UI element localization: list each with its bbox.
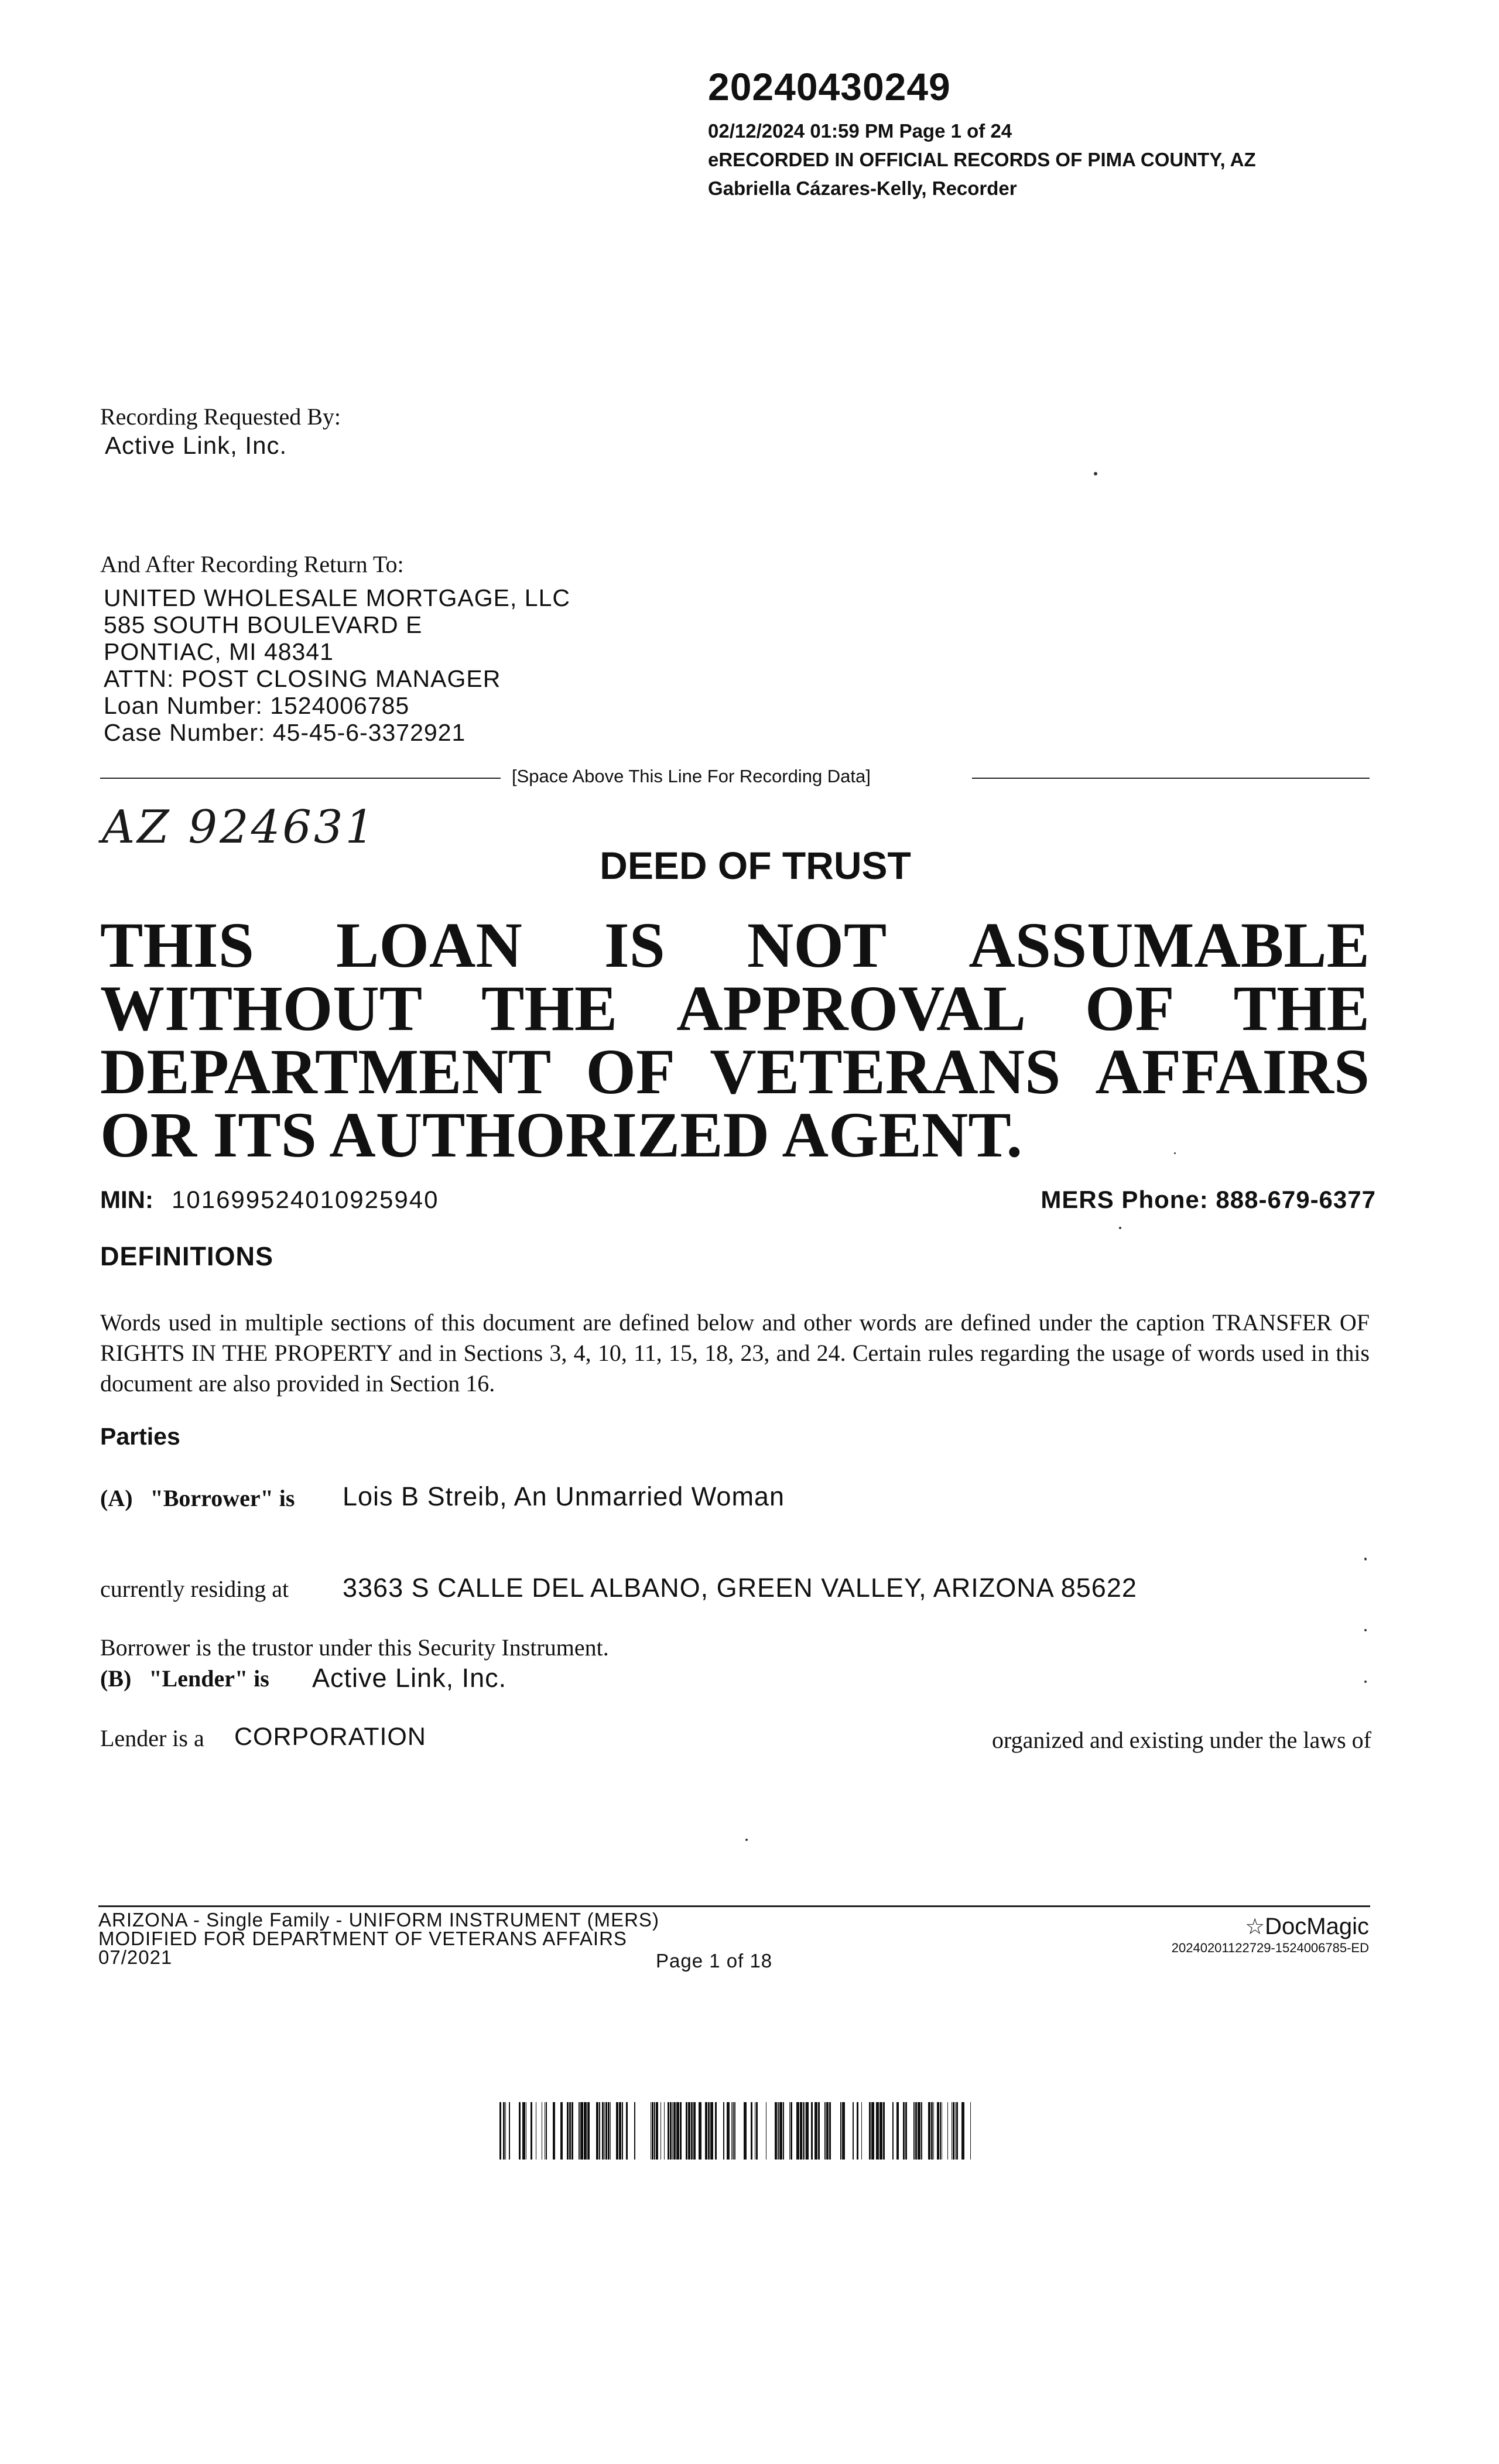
- barcode-bar: [840, 2102, 841, 2160]
- barcode-bar: [610, 2102, 611, 2160]
- min-label: MIN:: [100, 1186, 153, 1213]
- warning-line-4: [100, 1099, 1370, 1171]
- footer-form-date: 07/2021: [98, 1946, 173, 1968]
- recording-document-number: 20240430249: [708, 65, 951, 108]
- barcode-bar: [879, 2102, 882, 2160]
- barcode-bar: [842, 2102, 845, 2160]
- barcode-bar: [580, 2102, 583, 2160]
- barcode-bar: [560, 2102, 563, 2160]
- trustor-statement: Borrower is the trustor under this Security Instrument.: [100, 1634, 609, 1661]
- barcode-bar: [857, 2102, 858, 2160]
- barcode-bar: [915, 2102, 917, 2160]
- star-icon: ☆: [1245, 1915, 1265, 1939]
- recording-date-line: 02/12/2024 01:59 PM Page 1 of 24: [708, 120, 1012, 142]
- warning-word: NOT: [747, 909, 887, 981]
- lender-label: (B) "Lender" is: [100, 1665, 269, 1692]
- barcode-bar: [676, 2102, 679, 2160]
- barcode-bar: [715, 2102, 717, 2160]
- barcode-bar: [604, 2102, 605, 2160]
- barcode-bar: [778, 2102, 779, 2160]
- separator-rule-left: [100, 778, 501, 779]
- barcode-bar: [779, 2102, 782, 2160]
- borrower-name: Lois B Streib, An Unmarried Woman: [343, 1481, 785, 1511]
- barcode-bar: [871, 2102, 874, 2160]
- barcode-bar: [903, 2102, 905, 2160]
- barcode-bar: [955, 2102, 956, 2160]
- warning-line-1: [100, 909, 1370, 981]
- scan-speck: [1094, 472, 1097, 475]
- warning-word: OF: [1084, 973, 1175, 1044]
- barcode-bar: [622, 2102, 623, 2160]
- scan-speck: [1364, 1629, 1367, 1631]
- barcode-bar: [626, 2102, 628, 2160]
- return-to-label: And After Recording Return To:: [100, 551, 404, 577]
- barcode-bar: [800, 2102, 802, 2160]
- barcode-bar: [522, 2102, 525, 2160]
- barcode-bar: [571, 2102, 573, 2160]
- warning-line-3: [100, 1036, 1370, 1107]
- barcode-bar: [727, 2102, 730, 2160]
- barcode-bar: [803, 2102, 804, 2160]
- barcode-bar: [686, 2102, 687, 2160]
- barcode-bar: [673, 2102, 676, 2160]
- recording-requested-value: Active Link, Inc.: [105, 432, 288, 459]
- barcode-bar: [723, 2102, 724, 2160]
- scan-speck: [1174, 1152, 1176, 1154]
- barcode-bar: [602, 2102, 604, 2160]
- barcode-bar: [970, 2102, 971, 2160]
- barcode-bar: [861, 2102, 862, 2160]
- lender-entity-label: Lender is a: [100, 1725, 204, 1751]
- warning-word: LOAN: [336, 909, 522, 981]
- recording-office-line: eRECORDED IN OFFICIAL RECORDS OF PIMA COUNTY, AZ: [708, 149, 1256, 170]
- barcode-bar: [608, 2102, 610, 2160]
- definitions-paragraph: Words used in multiple sections of this document are defined below and other words are defined under the caption TRANSFER OF RIGHTS IN THE PROPERTY and in Sections 3, 4, 10, 11, 15, 18, 23, and 24. Certain rules regarding the usage of words used in this document are also provided in Section 16.: [100, 1309, 1370, 1397]
- footer-document-id: 20240201122729-1524006785-ED: [1171, 1941, 1369, 1955]
- warning-word: OF: [586, 1036, 676, 1107]
- barcode-bar: [596, 2102, 598, 2160]
- barcode-bar: [933, 2102, 934, 2160]
- barcode-bar: [789, 2102, 790, 2160]
- barcode-bar: [605, 2102, 607, 2160]
- barcode-bar: [796, 2102, 799, 2160]
- barcode-bar: [783, 2102, 784, 2160]
- warning-word: THE: [481, 973, 618, 1044]
- recorder-name-line: Gabriella Cázares-Kelly, Recorder: [708, 177, 1017, 199]
- barcode-bar: [918, 2102, 920, 2160]
- docmagic-logo: [1245, 1914, 1369, 1940]
- barcode-bar: [503, 2102, 505, 2160]
- barcode-bar: [731, 2102, 732, 2160]
- lender-entity-type: CORPORATION: [234, 1723, 426, 1751]
- barcode-bar: [953, 2102, 954, 2160]
- footer-page-number: Page 1 of 18: [656, 1950, 773, 1972]
- barcode-bar: [567, 2102, 569, 2160]
- barcode-bar: [883, 2102, 885, 2160]
- barcode-bar: [790, 2102, 792, 2160]
- barcode-bar: [876, 2102, 879, 2160]
- scan-speck: [1364, 1558, 1367, 1560]
- barcode-bar: [599, 2102, 600, 2160]
- barcode-bar: [733, 2102, 734, 2160]
- barcode-bar: [691, 2102, 693, 2160]
- barcode-bar: [940, 2102, 941, 2160]
- min-value: 101699524010925940: [172, 1186, 439, 1213]
- borrower-address: 3363 S CALLE DEL ALBANO, GREEN VALLEY, ARIZONA 85622: [343, 1573, 1137, 1603]
- warning-word: APPROVAL: [676, 973, 1026, 1044]
- docmagic-logo-text: DocMagic: [1265, 1914, 1369, 1939]
- barcode-bar: [619, 2102, 621, 2160]
- barcode-bar: [824, 2102, 826, 2160]
- warning-word: OR ITS AUTHORIZED AGENT.: [100, 1099, 1023, 1171]
- barcode-bar: [693, 2102, 696, 2160]
- separator-text: [Space Above This Line For Recording Data]: [512, 766, 871, 786]
- organized-under-laws-text: organized and existing under the laws of: [992, 1727, 1371, 1753]
- barcode-bar: [499, 2102, 501, 2160]
- warning-word: VETERANS: [710, 1036, 1061, 1107]
- barcode-bar: [654, 2102, 655, 2160]
- barcode-bar: [853, 2102, 854, 2160]
- barcode-bar: [705, 2102, 707, 2160]
- barcode-bar: [921, 2102, 922, 2160]
- barcode-bar: [664, 2102, 665, 2160]
- barcode: [499, 2102, 971, 2160]
- barcode-bar: [660, 2102, 661, 2160]
- warning-word: IS: [604, 909, 665, 981]
- barcode-bar: [826, 2102, 829, 2160]
- barcode-bar: [892, 2102, 894, 2160]
- lender-name: Active Link, Inc.: [312, 1663, 507, 1693]
- barcode-bar: [579, 2102, 580, 2160]
- barcode-bar: [668, 2102, 669, 2160]
- barcode-bar: [961, 2102, 964, 2160]
- barcode-bar: [519, 2102, 521, 2160]
- handwritten-file-number: AZ 924631: [102, 801, 377, 854]
- recording-requested-label: Recording Requested By:: [100, 403, 341, 430]
- residing-label: currently residing at: [100, 1576, 289, 1602]
- barcode-bar: [509, 2102, 510, 2160]
- barcode-bar: [896, 2102, 899, 2160]
- definitions-heading: DEFINITIONS: [100, 1241, 274, 1271]
- barcode-bar: [652, 2102, 653, 2160]
- barcode-bar: [708, 2102, 710, 2160]
- return-address-block: [104, 584, 570, 746]
- barcode-bar: [928, 2102, 930, 2160]
- barcode-bar: [734, 2102, 735, 2160]
- warning-word: ASSUMABLE: [968, 909, 1370, 981]
- barcode-bar: [913, 2102, 915, 2160]
- barcode-bar: [672, 2102, 673, 2160]
- warning-word: AFFAIRS: [1095, 1036, 1370, 1107]
- barcode-bar: [505, 2102, 506, 2160]
- barcode-bar: [869, 2102, 871, 2160]
- barcode-bar: [553, 2102, 555, 2160]
- barcode-bar: [744, 2102, 747, 2160]
- return-company: UNITED WHOLESALE MORTGAGE, LLC: [104, 584, 571, 611]
- barcode-bar: [775, 2102, 777, 2160]
- return-attention: ATTN: POST CLOSING MANAGER: [104, 665, 501, 692]
- recording-data-separator: [100, 766, 1370, 789]
- barcode-bar: [905, 2102, 907, 2160]
- footer-rule: [98, 1905, 1370, 1907]
- barcode-bar: [546, 2102, 547, 2160]
- barcode-bar: [818, 2102, 820, 2160]
- barcode-bar: [656, 2102, 658, 2160]
- document-title: DEED OF TRUST: [600, 844, 911, 887]
- barcode-bar: [806, 2102, 809, 2160]
- barcode-bar: [931, 2102, 933, 2160]
- warning-word: DEPARTMENT: [100, 1036, 552, 1107]
- barcode-bar: [829, 2102, 831, 2160]
- footer-form-subtitle: MODIFIED FOR DEPARTMENT OF VETERANS AFFAIRS: [98, 1928, 627, 1949]
- warning-word: WITHOUT: [100, 973, 423, 1044]
- barcode-bar: [699, 2102, 701, 2160]
- barcode-bar: [634, 2102, 635, 2160]
- return-city: PONTIAC, MI 48341: [104, 638, 334, 665]
- return-street: 585 SOUTH BOULEVARD E: [104, 611, 423, 638]
- warning-line-2: [100, 973, 1370, 1044]
- borrower-label: (A) "Borrower" is: [100, 1485, 295, 1511]
- scan-speck: [1364, 1681, 1367, 1683]
- separator-rule-right: [972, 778, 1370, 779]
- barcode-bar: [587, 2102, 590, 2160]
- case-number: Case Number: 45-45-6-3372921: [104, 719, 466, 746]
- barcode-bar: [569, 2102, 571, 2160]
- warning-word: THE: [1233, 973, 1370, 1044]
- scan-speck: [1119, 1227, 1121, 1229]
- barcode-bar: [680, 2102, 682, 2160]
- barcode-bar: [710, 2102, 713, 2160]
- barcode-bar: [688, 2102, 690, 2160]
- barcode-bar: [756, 2102, 758, 2160]
- scan-speck: [745, 1839, 748, 1841]
- mers-phone: MERS Phone: 888-679-6377: [1041, 1186, 1376, 1213]
- barcode-bar: [670, 2102, 672, 2160]
- barcode-bar: [956, 2102, 958, 2160]
- barcode-bar: [531, 2102, 532, 2160]
- barcode-bar: [584, 2102, 587, 2160]
- assumability-warning: [100, 909, 1370, 1171]
- loan-number: Loan Number: 1524006785: [104, 692, 410, 719]
- barcode-bar: [751, 2102, 752, 2160]
- barcode-bar: [937, 2102, 939, 2160]
- footer-form-title: ARIZONA - Single Family - UNIFORM INSTRUMENT (MERS): [98, 1909, 659, 1931]
- barcode-bar: [947, 2102, 948, 2160]
- parties-heading: Parties: [100, 1423, 180, 1450]
- warning-word: THIS: [100, 909, 254, 981]
- barcode-bar: [811, 2102, 813, 2160]
- barcode-bar: [814, 2102, 817, 2160]
- barcode-bar: [616, 2102, 618, 2160]
